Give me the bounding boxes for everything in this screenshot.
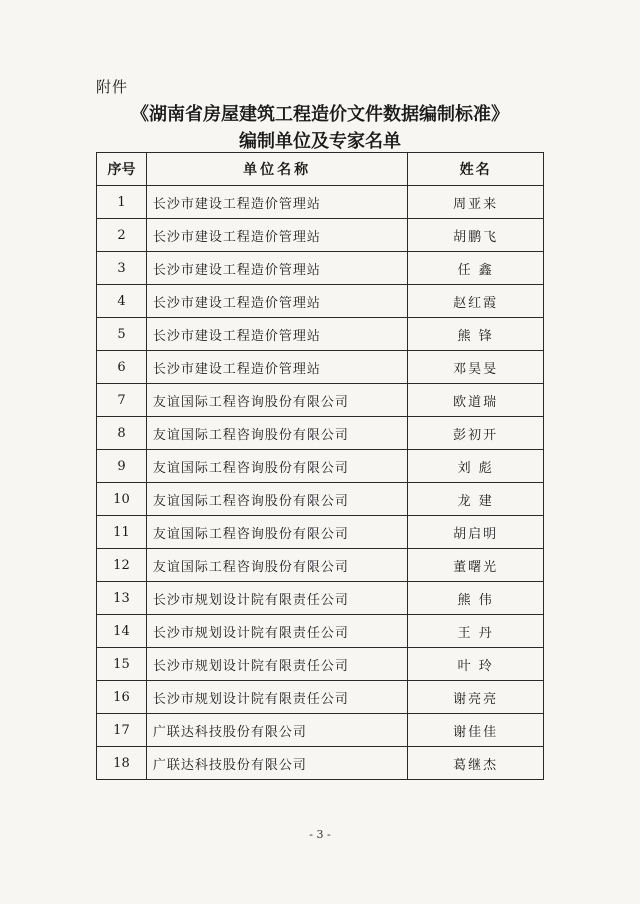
- table-row: [97, 450, 544, 483]
- row-name: 周亚来: [408, 186, 544, 219]
- table-row: [97, 681, 544, 714]
- row-name: 谢亮亮: [408, 681, 544, 714]
- row-unit: 长沙市建设工程造价管理站: [146, 285, 407, 318]
- row-name: 董曙光: [408, 549, 544, 582]
- header-no: 序号: [97, 153, 147, 186]
- row-no: 17: [97, 714, 147, 747]
- table-row: [97, 549, 544, 582]
- table-row: [97, 417, 544, 450]
- table-row: [97, 351, 544, 384]
- row-name: 彭初开: [408, 417, 544, 450]
- table-row: [97, 186, 544, 219]
- row-unit: 友谊国际工程咨询股份有限公司: [146, 516, 407, 549]
- row-no: 3: [97, 252, 147, 285]
- table-row: [97, 615, 544, 648]
- table-row: [97, 714, 544, 747]
- row-name: 熊 锋: [408, 318, 544, 351]
- row-unit: 长沙市规划设计院有限责任公司: [146, 615, 407, 648]
- row-unit: 长沙市规划设计院有限责任公司: [146, 681, 407, 714]
- row-unit: 友谊国际工程咨询股份有限公司: [146, 450, 407, 483]
- table-row: [97, 318, 544, 351]
- expert-roster-table: [96, 152, 544, 780]
- row-name: 欧道瑞: [408, 384, 544, 417]
- row-no: 10: [97, 483, 147, 516]
- row-unit: 友谊国际工程咨询股份有限公司: [146, 417, 407, 450]
- table-row: [97, 285, 544, 318]
- row-unit: 长沙市建设工程造价管理站: [146, 186, 407, 219]
- row-no: 5: [97, 318, 147, 351]
- row-no: 13: [97, 582, 147, 615]
- row-unit: 长沙市建设工程造价管理站: [146, 318, 407, 351]
- document-subtitle: 编制单位及专家名单: [239, 131, 401, 152]
- row-unit: 长沙市建设工程造价管理站: [146, 219, 407, 252]
- row-unit: 友谊国际工程咨询股份有限公司: [146, 483, 407, 516]
- row-unit: 友谊国际工程咨询股份有限公司: [146, 384, 407, 417]
- table-row: [97, 483, 544, 516]
- row-name: 赵红霞: [408, 285, 544, 318]
- row-no: 8: [97, 417, 147, 450]
- row-no: 6: [97, 351, 147, 384]
- row-name: 熊 伟: [408, 582, 544, 615]
- table-row: [97, 516, 544, 549]
- row-name: 胡启明: [408, 516, 544, 549]
- row-no: 16: [97, 681, 147, 714]
- attachment-label: 附件: [96, 78, 129, 96]
- row-no: 4: [97, 285, 147, 318]
- header-unit: 单位名称: [146, 153, 407, 186]
- table-row: [97, 252, 544, 285]
- table-row: [97, 747, 544, 780]
- row-unit: 广联达科技股份有限公司: [146, 714, 407, 747]
- row-name: 任 鑫: [408, 252, 544, 285]
- row-name: 邓昊旻: [408, 351, 544, 384]
- row-unit: 长沙市建设工程造价管理站: [146, 252, 407, 285]
- document-title: 《湖南省房屋建筑工程造价文件数据编制标准》: [131, 104, 509, 125]
- row-unit: 长沙市规划设计院有限责任公司: [146, 582, 407, 615]
- table-row: [97, 648, 544, 681]
- row-name: 龙 建: [408, 483, 544, 516]
- row-no: 15: [97, 648, 147, 681]
- row-no: 12: [97, 549, 147, 582]
- row-no: 18: [97, 747, 147, 780]
- row-name: 叶 玲: [408, 648, 544, 681]
- row-no: 1: [97, 186, 147, 219]
- row-name: 刘 彪: [408, 450, 544, 483]
- row-no: 14: [97, 615, 147, 648]
- table-header-row: [97, 153, 544, 186]
- row-no: 9: [97, 450, 147, 483]
- row-unit: 广联达科技股份有限公司: [146, 747, 407, 780]
- table-row: [97, 384, 544, 417]
- row-name: 葛继杰: [408, 747, 544, 780]
- row-unit: 长沙市建设工程造价管理站: [146, 351, 407, 384]
- row-name: 胡鹏飞: [408, 219, 544, 252]
- row-name: 谢佳佳: [408, 714, 544, 747]
- row-no: 7: [97, 384, 147, 417]
- row-name: 王 丹: [408, 615, 544, 648]
- page-number: - 3 -: [309, 828, 331, 841]
- row-no: 2: [97, 219, 147, 252]
- table-row: [97, 582, 544, 615]
- header-name: 姓名: [408, 153, 544, 186]
- table-row: [97, 219, 544, 252]
- row-unit: 长沙市规划设计院有限责任公司: [146, 648, 407, 681]
- row-no: 11: [97, 516, 147, 549]
- row-unit: 友谊国际工程咨询股份有限公司: [146, 549, 407, 582]
